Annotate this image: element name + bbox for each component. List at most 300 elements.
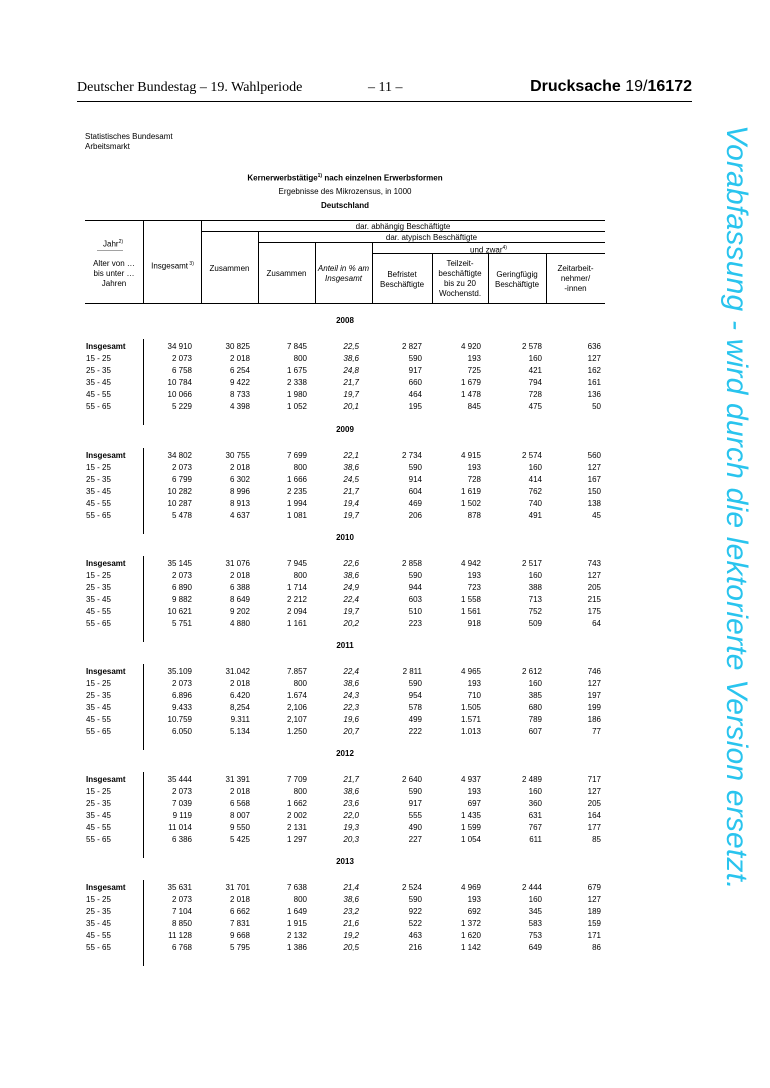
cell-geringfuegig: 160	[528, 895, 542, 904]
cell-geringfuegig: 345	[528, 907, 542, 916]
cell-geringfuegig: 762	[528, 487, 542, 496]
cell-atypisch-zusammen: 2 094	[286, 607, 307, 616]
header-jahr-footnote: 2)	[118, 239, 124, 245]
table-row	[0, 786, 770, 797]
cell-befristet: 469	[408, 499, 422, 508]
source-line-2: Arbeitsmarkt	[85, 142, 130, 151]
cell-atypisch-zusammen: 1 714	[286, 583, 307, 592]
cell-teilzeit: 193	[467, 679, 481, 688]
cell-atypisch-zusammen: 2,107	[286, 715, 307, 724]
cell-zusammen: 7 831	[229, 919, 250, 928]
row-label: 45 - 55	[86, 390, 111, 399]
cell-zeitarbeit: 164	[587, 811, 601, 820]
cell-zusammen: 31 076	[225, 559, 250, 568]
cell-atypisch-zusammen: 1 980	[286, 390, 307, 399]
cell-zeitarbeit: 127	[587, 679, 601, 688]
table-subtitle: Ergebnisse des Mikrozensus, in 1000	[278, 187, 412, 196]
row-label: 35 - 45	[86, 919, 111, 928]
cell-befristet: 917	[408, 366, 422, 375]
cell-insgesamt: 10.759	[167, 715, 192, 724]
table-row	[0, 942, 770, 953]
cell-zeitarbeit: 197	[587, 691, 601, 700]
cell-insgesamt: 9.433	[171, 703, 192, 712]
cell-befristet: 499	[408, 715, 422, 724]
header-teilzeit	[432, 259, 488, 299]
cell-geringfuegig: 728	[528, 390, 542, 399]
cell-insgesamt: 6 890	[171, 583, 192, 592]
cell-atypisch-zusammen: 1.250	[286, 727, 307, 736]
table-row	[0, 365, 770, 376]
table-row	[0, 726, 770, 737]
cell-zusammen: 8 007	[229, 811, 250, 820]
cell-geringfuegig: 475	[528, 402, 542, 411]
row-label: Insgesamt	[86, 342, 126, 351]
row-label: 35 - 45	[86, 378, 111, 387]
cell-anteil: 24,8	[343, 366, 359, 375]
cell-geringfuegig: 2 444	[521, 883, 542, 892]
cell-anteil: 19,2	[343, 931, 359, 940]
cell-zeitarbeit: 186	[587, 715, 601, 724]
header-zusammen-2: Zusammen	[266, 269, 307, 278]
cell-befristet: 222	[408, 727, 422, 736]
cell-zusammen: 6 254	[229, 366, 250, 375]
header-zusammen-1: Zusammen	[209, 264, 250, 273]
cell-insgesamt: 2 073	[171, 354, 192, 363]
row-label: 55 - 65	[86, 835, 111, 844]
cell-zeitarbeit: 161	[587, 378, 601, 387]
header-insgesamt	[144, 259, 201, 272]
header-anteil	[315, 264, 372, 284]
cell-anteil: 24,9	[343, 583, 359, 592]
cell-anteil: 22,4	[343, 595, 359, 604]
cell-geringfuegig: 160	[528, 463, 542, 472]
cell-zusammen: 2 018	[229, 463, 250, 472]
table-row	[0, 798, 770, 809]
cell-zusammen: 5 425	[229, 835, 250, 844]
cell-anteil: 19,7	[343, 390, 359, 399]
table-row	[0, 450, 770, 461]
cell-atypisch-zusammen: 1 081	[286, 511, 307, 520]
cell-anteil: 19,4	[343, 499, 359, 508]
header-alter-line-1: Alter von …	[93, 259, 135, 268]
header-befristet-line-2: Beschäftigte	[379, 280, 425, 289]
header-teilzeit-line-4: Wochenstd.	[438, 289, 482, 298]
cell-befristet: 463	[408, 931, 422, 940]
cell-geringfuegig: 160	[528, 354, 542, 363]
cell-befristet: 522	[408, 919, 422, 928]
cell-atypisch-zusammen: 2 212	[286, 595, 307, 604]
cell-anteil: 21,7	[343, 487, 359, 496]
cell-zusammen: 31 391	[225, 775, 250, 784]
cell-teilzeit: 845	[467, 402, 481, 411]
cell-teilzeit: 1 502	[460, 499, 481, 508]
cell-insgesamt: 7 104	[171, 907, 192, 916]
cell-zusammen: 6 662	[229, 907, 250, 916]
table-row	[0, 678, 770, 689]
table-row	[0, 930, 770, 941]
cell-anteil: 22,4	[343, 667, 359, 676]
header-zeitarbeit-line-1: Zeitarbeit-	[557, 264, 594, 273]
cell-atypisch-zusammen: 1.674	[286, 691, 307, 700]
header-befristet	[372, 270, 432, 290]
cell-befristet: 590	[408, 463, 422, 472]
header-alter	[86, 259, 142, 289]
table-row	[0, 486, 770, 497]
cell-atypisch-zusammen: 1 675	[286, 366, 307, 375]
cell-zusammen: 6 568	[229, 799, 250, 808]
cell-geringfuegig: 767	[528, 823, 542, 832]
cell-zeitarbeit: 86	[592, 943, 601, 952]
cell-insgesamt: 10 282	[167, 487, 192, 496]
cell-zusammen: 6 302	[229, 475, 250, 484]
year-heading: 2011	[336, 641, 354, 650]
cell-zeitarbeit: 150	[587, 487, 601, 496]
cell-zusammen: 9 550	[229, 823, 250, 832]
table-row	[0, 462, 770, 473]
cell-geringfuegig: 607	[528, 727, 542, 736]
table-row	[0, 353, 770, 364]
cell-anteil: 24,5	[343, 475, 359, 484]
header-anteil-line-1: Anteil in % am	[317, 264, 370, 273]
cell-geringfuegig: 753	[528, 931, 542, 940]
cell-insgesamt: 7 039	[171, 799, 192, 808]
cell-anteil: 21,4	[343, 883, 359, 892]
header-teilzeit-line-3: bis zu 20	[443, 279, 477, 288]
cell-zeitarbeit: 177	[587, 823, 601, 832]
row-label: 55 - 65	[86, 619, 111, 628]
header-jahr-label: Jahr	[103, 239, 119, 249]
table-row	[0, 918, 770, 929]
cell-insgesamt: 6 799	[171, 475, 192, 484]
header-teilzeit-line-1: Teilzeit-	[446, 259, 474, 268]
cell-geringfuegig: 2 612	[521, 667, 542, 676]
row-label: 45 - 55	[86, 607, 111, 616]
cell-zeitarbeit: 85	[592, 835, 601, 844]
header-abhaengig: dar. abhängig Beschäftigte	[355, 222, 451, 231]
cell-zeitarbeit: 138	[587, 499, 601, 508]
cell-atypisch-zusammen: 800	[293, 463, 307, 472]
cell-zusammen: 8 913	[229, 499, 250, 508]
table-title-rest: nach einzelnen Erwerbsformen	[322, 173, 443, 183]
cell-zusammen: 8,254	[229, 703, 250, 712]
source-line-1: Statistisches Bundesamt	[85, 132, 173, 141]
row-label: 25 - 35	[86, 475, 111, 484]
cell-geringfuegig: 611	[529, 835, 542, 844]
cell-anteil: 22,3	[343, 703, 359, 712]
cell-geringfuegig: 2 489	[521, 775, 542, 784]
table-row	[0, 690, 770, 701]
cell-atypisch-zusammen: 2 338	[286, 378, 307, 387]
cell-atypisch-zusammen: 800	[293, 895, 307, 904]
cell-atypisch-zusammen: 7 709	[286, 775, 307, 784]
table-row	[0, 401, 770, 412]
table-title	[85, 173, 605, 183]
row-label: Insgesamt	[86, 775, 126, 784]
cell-anteil: 22,6	[343, 559, 359, 568]
cell-befristet: 2 734	[401, 451, 422, 460]
table-row	[0, 606, 770, 617]
cell-befristet: 510	[408, 607, 422, 616]
cell-atypisch-zusammen: 1 662	[286, 799, 307, 808]
cell-geringfuegig: 649	[528, 943, 542, 952]
cell-anteil: 38,6	[343, 354, 359, 363]
cell-teilzeit: 1.013	[460, 727, 481, 736]
cell-zeitarbeit: 717	[587, 775, 601, 784]
cell-teilzeit: 193	[467, 895, 481, 904]
cell-insgesamt: 11 014	[168, 823, 192, 832]
row-label: 55 - 65	[86, 402, 111, 411]
cell-geringfuegig: 680	[528, 703, 542, 712]
table-row	[0, 810, 770, 821]
cell-atypisch-zusammen: 2,106	[286, 703, 307, 712]
cell-befristet: 2 524	[401, 883, 422, 892]
cell-befristet: 590	[408, 895, 422, 904]
header-rule-bottom	[85, 303, 605, 304]
cell-insgesamt: 35.109	[167, 667, 192, 676]
cell-anteil: 20,2	[343, 619, 359, 628]
row-label: 25 - 35	[86, 366, 111, 375]
cell-teilzeit: 697	[467, 799, 481, 808]
cell-zeitarbeit: 189	[587, 907, 601, 916]
cell-anteil: 19,3	[343, 823, 359, 832]
row-label: 15 - 25	[86, 571, 111, 580]
cell-atypisch-zusammen: 1 161	[286, 619, 307, 628]
row-label: 45 - 55	[86, 499, 111, 508]
cell-zusammen: 4 880	[229, 619, 250, 628]
row-label: Insgesamt	[86, 559, 126, 568]
cell-teilzeit: 878	[467, 511, 481, 520]
cell-zusammen: 2 018	[229, 571, 250, 580]
cell-befristet: 914	[408, 475, 422, 484]
cell-geringfuegig: 789	[528, 715, 542, 724]
cell-zeitarbeit: 136	[587, 390, 601, 399]
cell-anteil: 22,5	[343, 342, 359, 351]
table-row	[0, 666, 770, 677]
cell-atypisch-zusammen: 2 131	[286, 823, 307, 832]
cell-insgesamt: 35 444	[167, 775, 192, 784]
cell-befristet: 922	[408, 907, 422, 916]
table-region: Deutschland	[320, 201, 369, 210]
cell-teilzeit: 725	[467, 366, 481, 375]
cell-anteil: 20,5	[343, 943, 359, 952]
cell-anteil: 38,6	[343, 679, 359, 688]
cell-geringfuegig: 2 578	[521, 342, 542, 351]
cell-befristet: 603	[408, 595, 422, 604]
cell-atypisch-zusammen: 7 699	[286, 451, 307, 460]
row-label: Insgesamt	[86, 667, 126, 676]
cell-insgesamt: 10 066	[167, 390, 192, 399]
cell-zusammen: 4 637	[229, 511, 250, 520]
cell-anteil: 20,7	[343, 727, 359, 736]
cell-anteil: 19,6	[343, 715, 359, 724]
table-row	[0, 377, 770, 388]
cell-zusammen: 6.420	[229, 691, 250, 700]
cell-insgesamt: 5 229	[171, 402, 192, 411]
cell-befristet: 216	[408, 943, 422, 952]
cell-geringfuegig: 414	[528, 475, 542, 484]
cell-befristet: 604	[408, 487, 422, 496]
table-row	[0, 906, 770, 917]
table-title-main: Kernerwerbstätige	[247, 173, 318, 183]
cell-teilzeit: 1 435	[460, 811, 481, 820]
cell-teilzeit: 728	[467, 475, 481, 484]
header-geringfuegig	[488, 270, 546, 290]
cell-zeitarbeit: 171	[587, 931, 601, 940]
cell-befristet: 195	[408, 402, 422, 411]
cell-anteil: 21,6	[343, 919, 359, 928]
cell-teilzeit: 1 142	[460, 943, 481, 952]
year-heading: 2010	[336, 533, 354, 542]
cell-insgesamt: 35 631	[167, 883, 192, 892]
cell-befristet: 917	[408, 799, 422, 808]
header-anteil-line-2: Insgesamt	[325, 274, 362, 283]
cell-zeitarbeit: 127	[587, 895, 601, 904]
cell-insgesamt: 9 882	[171, 595, 192, 604]
header-rule-top	[85, 220, 605, 221]
cell-geringfuegig: 509	[528, 619, 542, 628]
cell-teilzeit: 193	[467, 354, 481, 363]
cell-zusammen: 30 825	[225, 342, 250, 351]
cell-teilzeit: 723	[467, 583, 481, 592]
cell-zeitarbeit: 743	[587, 559, 601, 568]
cell-befristet: 944	[408, 583, 422, 592]
cell-teilzeit: 1 558	[460, 595, 481, 604]
row-label: 35 - 45	[86, 487, 111, 496]
row-label: 25 - 35	[86, 799, 111, 808]
cell-zusammen: 9 202	[229, 607, 250, 616]
cell-zeitarbeit: 746	[587, 667, 601, 676]
table-row	[0, 341, 770, 352]
cell-insgesamt: 2 073	[171, 895, 192, 904]
cell-zusammen: 2 018	[229, 354, 250, 363]
table-row	[0, 882, 770, 893]
cell-atypisch-zusammen: 7 638	[286, 883, 307, 892]
cell-atypisch-zusammen: 1 649	[286, 907, 307, 916]
cell-teilzeit: 1 054	[460, 835, 481, 844]
row-label: 55 - 65	[86, 943, 111, 952]
cell-teilzeit: 4 942	[460, 559, 481, 568]
cell-teilzeit: 918	[467, 619, 481, 628]
cell-anteil: 23,6	[343, 799, 359, 808]
cell-befristet: 578	[408, 703, 422, 712]
cell-geringfuegig: 491	[528, 511, 542, 520]
cell-atypisch-zusammen: 7 945	[286, 559, 307, 568]
cell-zusammen: 9.311	[230, 715, 250, 724]
cell-atypisch-zusammen: 1 666	[286, 475, 307, 484]
cell-insgesamt: 6.896	[171, 691, 192, 700]
cell-teilzeit: 1 679	[460, 378, 481, 387]
header-und-zwar-footnote: 4)	[502, 245, 507, 251]
cell-anteil: 20,1	[343, 402, 359, 411]
cell-atypisch-zusammen: 1 052	[286, 402, 307, 411]
cell-zeitarbeit: 127	[587, 463, 601, 472]
cell-atypisch-zusammen: 2 235	[286, 487, 307, 496]
row-label: 15 - 25	[86, 354, 111, 363]
header-dashes: -------------	[97, 248, 123, 254]
cell-teilzeit: 1 561	[460, 607, 481, 616]
cell-geringfuegig: 2 517	[521, 559, 542, 568]
cell-geringfuegig: 752	[528, 607, 542, 616]
cell-insgesamt: 2 073	[171, 787, 192, 796]
source-block	[85, 132, 173, 152]
cell-insgesamt: 6 758	[171, 366, 192, 375]
cell-befristet: 490	[408, 823, 422, 832]
row-label: 25 - 35	[86, 691, 111, 700]
cell-zeitarbeit: 50	[592, 402, 601, 411]
header-insgesamt-label: Insgesamt	[151, 261, 189, 271]
cell-teilzeit: 1 372	[460, 919, 481, 928]
table-row	[0, 558, 770, 569]
table-row	[0, 822, 770, 833]
cell-teilzeit: 1 619	[460, 487, 481, 496]
cell-atypisch-zusammen: 2 132	[286, 931, 307, 940]
cell-insgesamt: 6 386	[171, 835, 192, 844]
cell-zeitarbeit: 636	[587, 342, 601, 351]
cell-insgesamt: 35 145	[167, 559, 192, 568]
cell-geringfuegig: 421	[528, 366, 542, 375]
cell-zusammen: 5.134	[229, 727, 250, 736]
cell-insgesamt: 9 119	[172, 811, 192, 820]
header-zeitarbeit-line-2: nehmer/	[560, 274, 591, 283]
header-geringfuegig-line-1: Geringfügig	[496, 270, 538, 279]
row-label: 35 - 45	[86, 811, 111, 820]
cell-zeitarbeit: 199	[587, 703, 601, 712]
draft-watermark-text: Vorabfassung - wird durch die lektorierte Version ersetzt.	[720, 125, 753, 890]
header-und-zwar	[372, 243, 605, 256]
cell-zusammen: 6 388	[229, 583, 250, 592]
cell-atypisch-zusammen: 800	[293, 679, 307, 688]
row-label: 25 - 35	[86, 583, 111, 592]
cell-teilzeit: 4 915	[460, 451, 481, 460]
cell-geringfuegig: 360	[528, 799, 542, 808]
cell-zeitarbeit: 45	[592, 511, 601, 520]
cell-insgesamt: 10 287	[167, 499, 192, 508]
year-heading: 2008	[336, 316, 354, 325]
row-label: Insgesamt	[86, 451, 126, 460]
cell-zusammen: 30 755	[225, 451, 250, 460]
cell-insgesamt: 6.050	[171, 727, 192, 736]
cell-insgesamt: 10 621	[167, 607, 192, 616]
cell-zeitarbeit: 159	[587, 919, 601, 928]
cell-teilzeit: 193	[467, 463, 481, 472]
cell-befristet: 954	[408, 691, 422, 700]
cell-teilzeit: 1 599	[460, 823, 481, 832]
cell-atypisch-zusammen: 800	[293, 571, 307, 580]
cell-insgesamt: 34 910	[167, 342, 192, 351]
cell-teilzeit: 1 478	[460, 390, 481, 399]
cell-teilzeit: 4 969	[460, 883, 481, 892]
cell-teilzeit: 710	[467, 691, 481, 700]
cell-zeitarbeit: 77	[592, 727, 601, 736]
cell-geringfuegig: 160	[528, 787, 542, 796]
cell-befristet: 2 811	[402, 667, 422, 676]
cell-befristet: 590	[408, 787, 422, 796]
header-drucksache-period: 19/	[625, 78, 648, 95]
row-label: 45 - 55	[86, 823, 111, 832]
cell-anteil: 23,2	[343, 907, 359, 916]
row-label: 15 - 25	[86, 787, 111, 796]
cell-insgesamt: 5 478	[171, 511, 192, 520]
cell-zusammen: 2 018	[229, 787, 250, 796]
cell-atypisch-zusammen: 800	[293, 787, 307, 796]
row-label: 55 - 65	[86, 511, 111, 520]
cell-zusammen: 9 422	[229, 378, 250, 387]
cell-zeitarbeit: 679	[587, 883, 601, 892]
row-label: 25 - 35	[86, 907, 111, 916]
table-row	[0, 498, 770, 509]
cell-geringfuegig: 631	[528, 811, 542, 820]
cell-anteil: 38,6	[343, 571, 359, 580]
